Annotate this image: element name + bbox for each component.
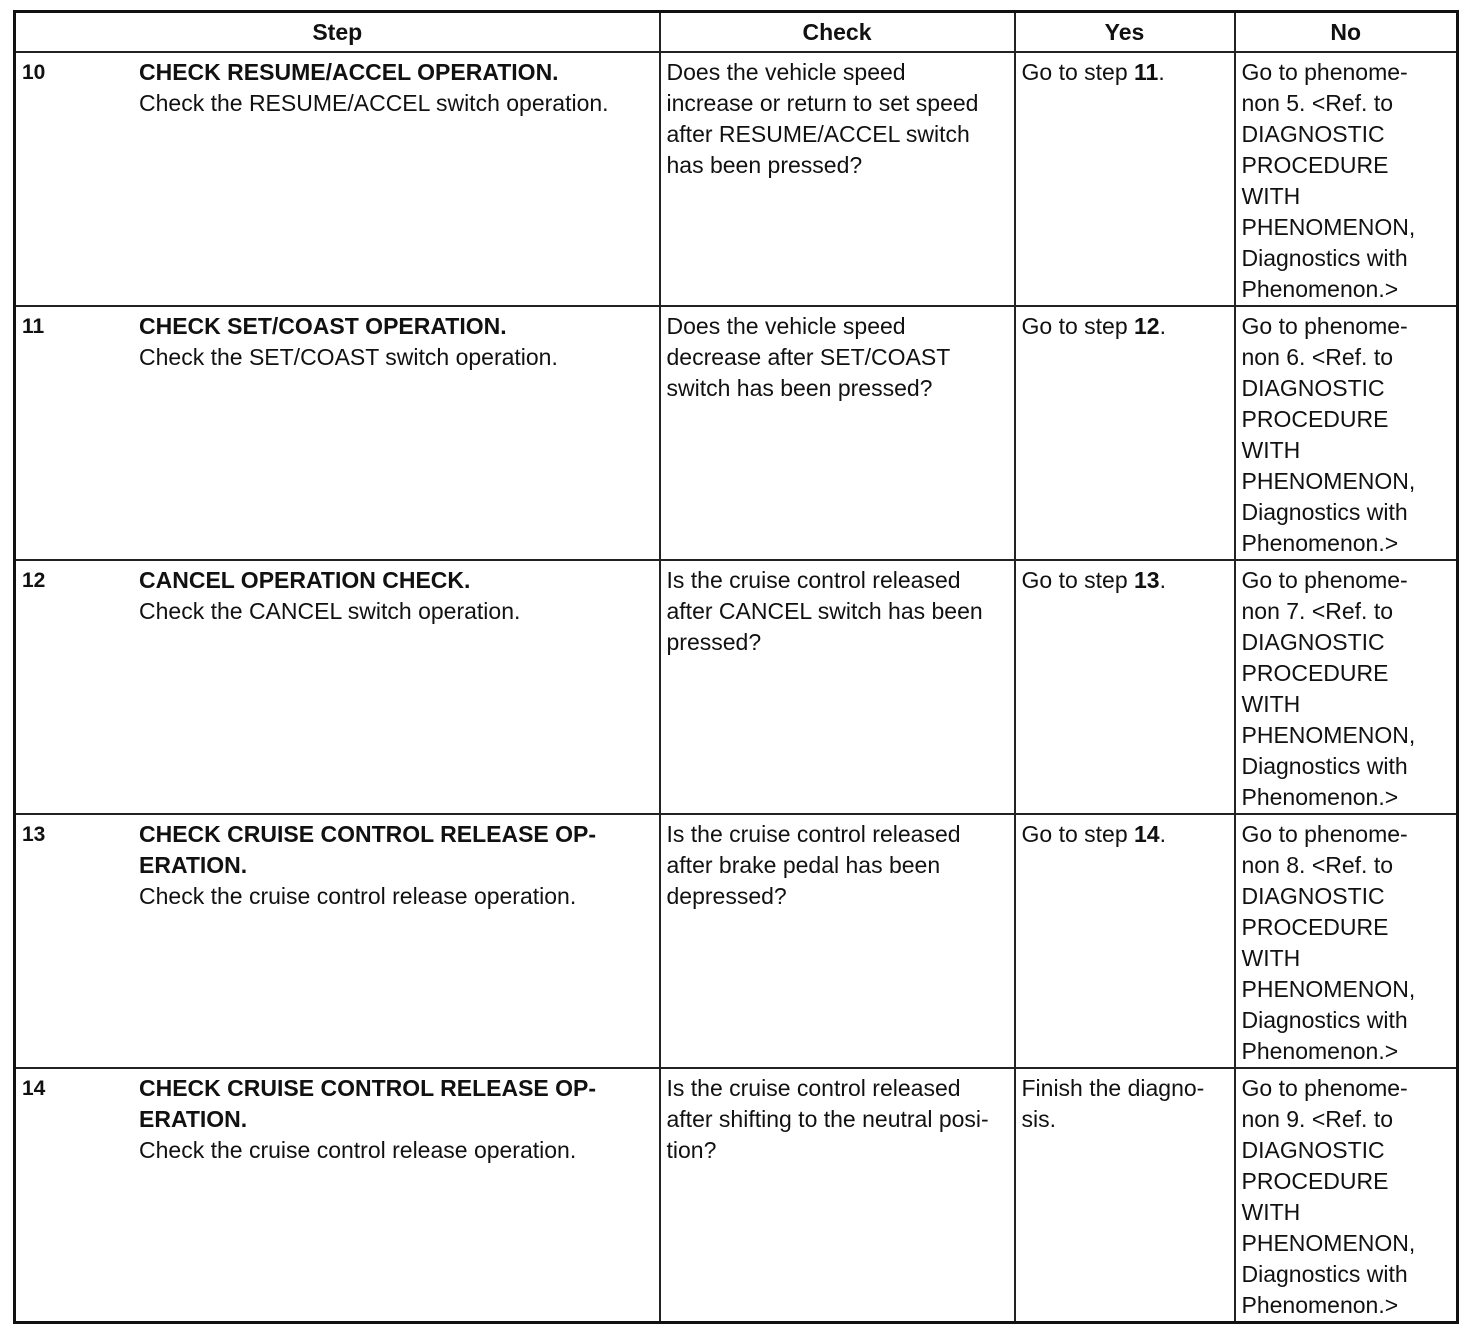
table-row (15, 1068, 1458, 1323)
yes-step-link[interactable]: 13 (1134, 567, 1160, 593)
yes-cell (1015, 52, 1235, 306)
no-cell (1235, 560, 1458, 814)
step-number: 12 (22, 569, 46, 592)
check-text: Is the cruise control released after CANCEL switch has been pressed? (666, 567, 983, 655)
step-number: 14 (22, 1077, 46, 1100)
step-cell (15, 1068, 660, 1323)
header-step: Step (15, 12, 660, 53)
yes-prefix: Finish the diagno- sis. (1021, 1075, 1205, 1132)
step-number: 13 (22, 823, 46, 846)
yes-suffix: . (1159, 567, 1166, 593)
check-text: Does the vehicle speed decrease after SET/COAST switch has been pressed? (666, 313, 951, 401)
yes-text (1016, 307, 1234, 342)
header-check: Check (660, 12, 1015, 53)
step-number: 10 (22, 61, 46, 84)
yes-text (1016, 815, 1234, 850)
yes-prefix: Go to step (1021, 567, 1135, 593)
check-cell (660, 52, 1015, 306)
yes-text (1016, 561, 1234, 596)
step-title: CHECK CRUISE CONTROL RELEASE OP- ERATION. (139, 821, 597, 878)
no-text: Go to phenome- non 8. <Ref. to DIAGNOSTIC PROCEDURE WITH PHENOMENON, Diagnostics with Phenomenon.> (1241, 821, 1416, 1064)
step-title: CHECK CRUISE CONTROL RELEASE OP- ERATION. (139, 1075, 597, 1132)
table-row (15, 52, 1458, 306)
yes-prefix: Go to step (1021, 313, 1135, 339)
no-text: Go to phenome- non 6. <Ref. to DIAGNOSTIC PROCEDURE WITH PHENOMENON, Diagnostics with Phenomenon.> (1241, 313, 1416, 556)
step-description: Check the cruise control release operation. (139, 883, 577, 909)
yes-step-link[interactable]: 11 (1134, 59, 1159, 85)
yes-prefix: Go to step (1021, 59, 1135, 85)
table-row (15, 306, 1458, 560)
step-cell (15, 814, 660, 1068)
no-cell (1235, 814, 1458, 1068)
step-cell (15, 306, 660, 560)
yes-text (1016, 1069, 1234, 1135)
yes-step-link[interactable]: 12 (1134, 313, 1160, 339)
table-row (15, 560, 1458, 814)
step-description: Check the RESUME/ACCEL switch operation. (139, 90, 609, 116)
step-title: CHECK RESUME/ACCEL OPERATION. (139, 59, 559, 85)
header-no: No (1235, 12, 1458, 53)
step-title: CHECK SET/COAST OPERATION. (139, 313, 507, 339)
check-text: Does the vehicle speed increase or return to set speed after RESUME/ACCEL switch has been pressed? (666, 59, 979, 178)
step-description: Check the CANCEL switch operation. (139, 598, 521, 624)
step-cell (15, 560, 660, 814)
no-text: Go to phenome- non 7. <Ref. to DIAGNOSTIC PROCEDURE WITH PHENOMENON, Diagnostics with Phenomenon.> (1241, 567, 1416, 810)
step-title: CANCEL OPERATION CHECK. (139, 567, 471, 593)
step-description: Check the SET/COAST switch operation. (139, 344, 558, 370)
no-cell (1235, 1068, 1458, 1323)
header-row (15, 12, 1458, 53)
no-cell (1235, 52, 1458, 306)
step-number: 11 (22, 315, 45, 338)
yes-text (1016, 53, 1234, 88)
yes-cell (1015, 306, 1235, 560)
yes-cell (1015, 814, 1235, 1068)
yes-prefix: Go to step (1021, 821, 1135, 847)
no-text: Go to phenome- non 9. <Ref. to DIAGNOSTIC PROCEDURE WITH PHENOMENON, Diagnostics with Phenomenon.> (1241, 1075, 1416, 1318)
step-cell (15, 52, 660, 306)
yes-suffix: . (1159, 821, 1166, 847)
diagnostic-table (13, 10, 1459, 1324)
table-row (15, 814, 1458, 1068)
yes-cell (1015, 560, 1235, 814)
step-description: Check the cruise control release operation. (139, 1137, 577, 1163)
check-text: Is the cruise control released after shifting to the neutral posi- tion? (666, 1075, 989, 1163)
yes-suffix: . (1159, 313, 1166, 339)
no-cell (1235, 306, 1458, 560)
check-cell (660, 1068, 1015, 1323)
check-text: Is the cruise control released after brake pedal has been depressed? (666, 821, 961, 909)
check-cell (660, 814, 1015, 1068)
header-yes: Yes (1015, 12, 1235, 53)
check-cell (660, 560, 1015, 814)
yes-cell (1015, 1068, 1235, 1323)
yes-suffix: . (1158, 59, 1165, 85)
no-text: Go to phenome- non 5. <Ref. to DIAGNOSTIC PROCEDURE WITH PHENOMENON, Diagnostics with Phenomenon.> (1241, 59, 1416, 302)
check-cell (660, 306, 1015, 560)
yes-step-link[interactable]: 14 (1134, 821, 1160, 847)
